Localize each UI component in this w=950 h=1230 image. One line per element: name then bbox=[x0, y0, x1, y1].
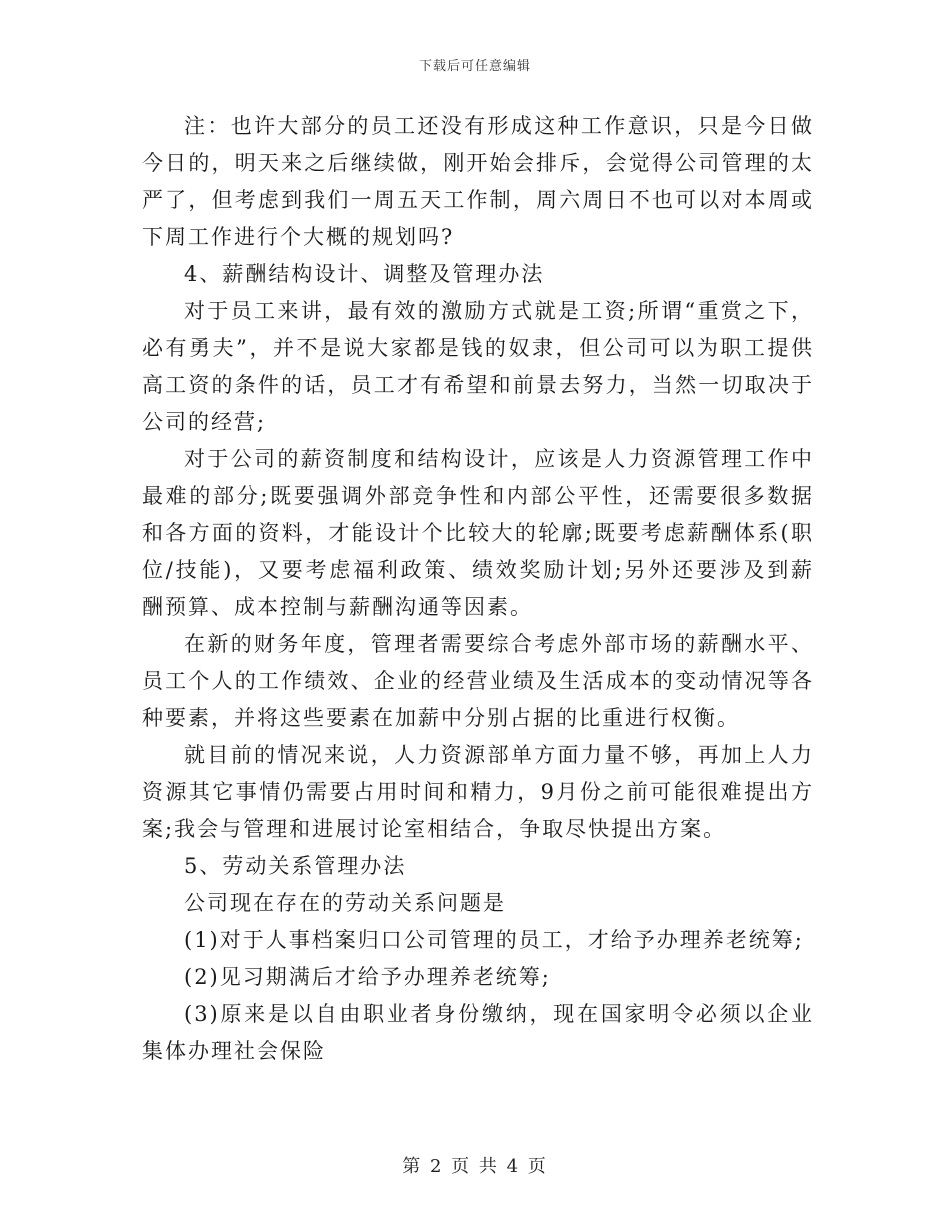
list-item-2: (2)见习期满后才给予办理养老统筹; bbox=[184, 965, 551, 989]
section-heading-salary: 4、薪酬结构设计、调整及管理办法 bbox=[184, 262, 545, 286]
list-item-3: (3)原来是以自由职业者身份缴纳，现在国家明令必须以企业集体办理社会保险 bbox=[142, 1002, 814, 1063]
page-number: 第 2 页 共 4 页 bbox=[402, 1156, 548, 1177]
paragraph-note: 注：也许大部分的员工还没有形成这种工作意识，只是今日做今日的，明天来之后继续做，刚开始会排斥，会觉得公司管理的太严了，但考虑到我们一周五天工作制，周六周日不也可以对本周或下周工作进行个大概的规划吗? bbox=[142, 114, 814, 249]
paragraph-salary-motivation: 对于员工来讲，最有效的激励方式就是工资;所谓“重赏之下，必有勇夫”，并不是说大家都是钱的奴隶，但公司可以为职工提供高工资的条件的话，员工才有希望和前景去努力，当然一切取决于公司的经营; bbox=[142, 299, 814, 434]
paragraph-labor-issues-intro: 公司现在存在的劳动关系问题是 bbox=[184, 891, 506, 915]
list-item-1: (1)对于人事档案归口公司管理的员工，才给予办理养老统筹; bbox=[184, 928, 804, 952]
page-header: 下载后可任意编辑 bbox=[418, 59, 531, 74]
paragraph-fiscal-year: 在新的财务年度，管理者需要综合考虑外部市场的薪酬水平、员工个人的工作绩效、企业的经营业绩及生活成本的变动情况等各种要素，并将这些要素在加薪中分别占据的比重进行权衡。 bbox=[142, 632, 814, 730]
paragraph-current-situation: 就目前的情况来说，人力资源部单方面力量不够，再加上人力资源其它事情仍需要占用时间和精力，9月份之前可能很难提出方案;我会与管理和进展讨论室相结合，争取尽快提出方案。 bbox=[142, 743, 814, 841]
document-body bbox=[142, 108, 814, 1070]
section-heading-labor: 5、劳动关系管理办法 bbox=[184, 854, 407, 878]
paragraph-salary-design: 对于公司的薪资制度和结构设计，应该是人力资源管理工作中最难的部分;既要强调外部竞争性和内部公平性，还需要很多数据和各方面的资料，才能设计个比较大的轮廓;既要考虑薪酬体系(职位/技能)，又要考虑福利政策、绩效奖励计划;另外还要涉及到薪酬预算、成本控制与薪酬沟通等因素。 bbox=[142, 447, 814, 619]
